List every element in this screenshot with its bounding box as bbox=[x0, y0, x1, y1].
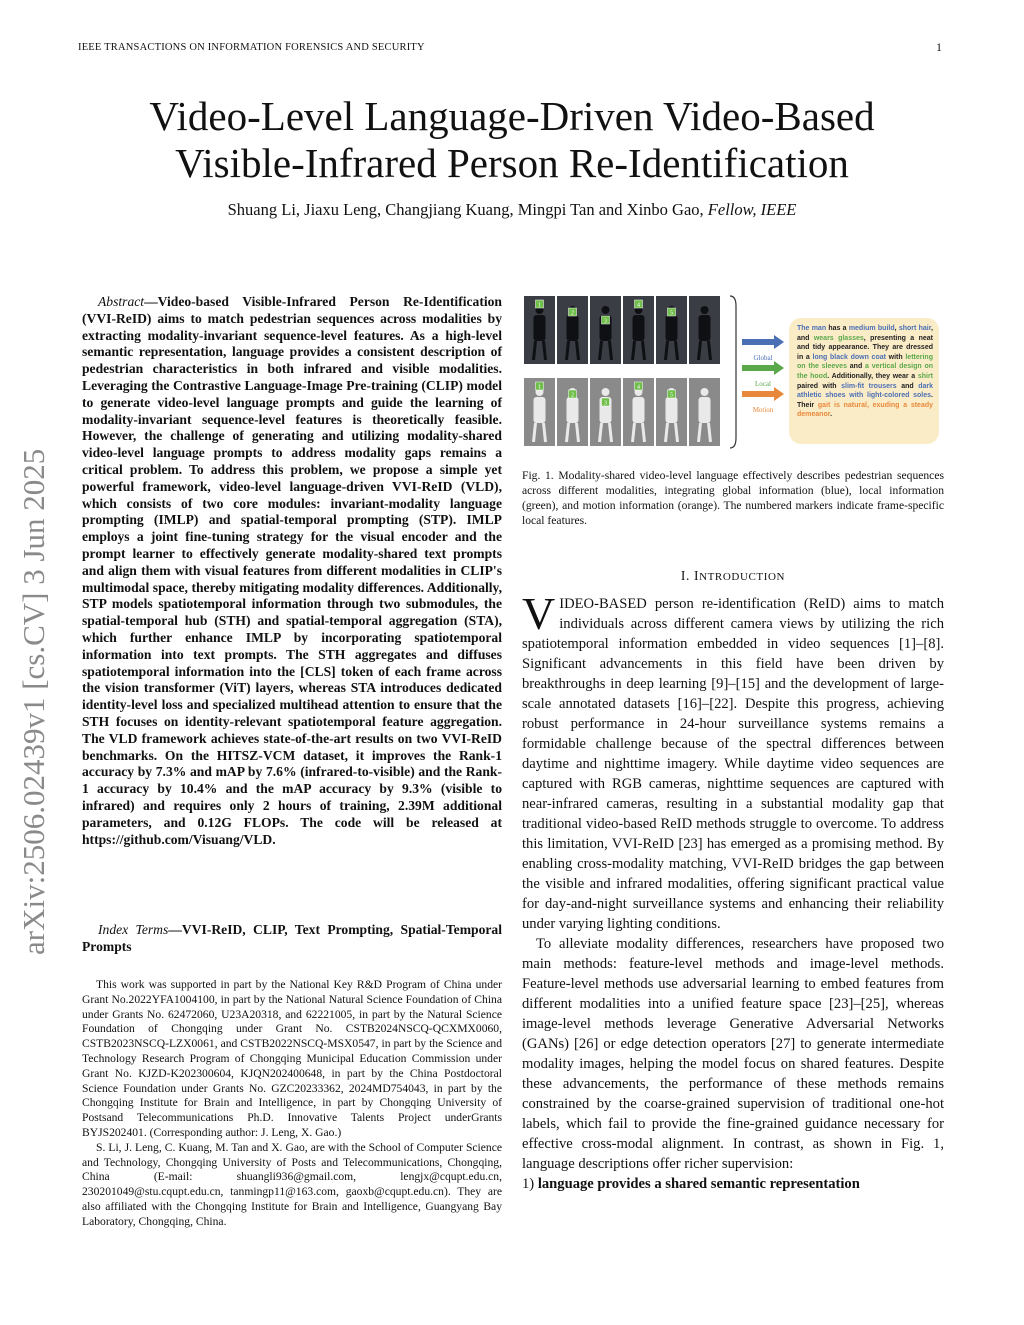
bracket bbox=[730, 296, 736, 448]
intro-p1-text: IDEO-BASED person re-identification (ReID) aims to match individuals across different camera views by utilizing the rich spatiotemporal information embedded in video sequences [1]–[8]. Significant advancements in this field have been driven by breakthroughs in deep learning [9]–[15] and the development of large-scale annotated datasets [16]–[22]. Despite this progress, achieving robust performance in 24-hour surveillance systems remains a formidable challenge because of the spectral differences between daytime and nighttime imagery. While daytime video sequences are captured with RGB cameras, nighttime sequences are captured with near-infrared cameras, resulting in a substantial modality gap that traditional video-based ReID methods struggle to overcome. To address this limitation, VVI-ReID [23] has emerged as a promising method. By enabling cross-modality matching, VVI-ReID bridges the gap between the visible and infrared modalities, offering significant practical value for day-and-night surveillance systems and enhancing their reliability under varying lighting conditions. bbox=[522, 596, 944, 932]
description-segment-global: medium build bbox=[848, 325, 895, 332]
description-segment-global: slim-fit trousers bbox=[841, 382, 897, 390]
figure-caption: Fig. 1. Modality-shared video-level language effectively describes pedestrian sequences across different modalities, integrating global information (blue), local information (green), and motion information (orange). The numbered markers indicate frame-specific local features. bbox=[522, 469, 944, 527]
title-line-2: Visible-Infrared Person Re-Identification bbox=[175, 140, 849, 186]
person-body bbox=[534, 397, 546, 423]
global-arrow-shape bbox=[742, 335, 784, 349]
person-head bbox=[701, 306, 709, 314]
description-segment-plain: . bbox=[830, 411, 833, 419]
visible-frames bbox=[524, 296, 720, 364]
description-segment-local: wears glasses bbox=[813, 334, 864, 342]
figure-1-graphic bbox=[522, 292, 944, 452]
motion-arrow-shape bbox=[742, 387, 784, 401]
person-head bbox=[602, 306, 610, 314]
infrared-frames bbox=[524, 378, 720, 446]
intro-paragraph-3 bbox=[522, 1174, 944, 1194]
local-marker-number: 1 bbox=[538, 302, 541, 309]
arxiv-stamp bbox=[8, 300, 58, 960]
global-label: Global bbox=[753, 354, 773, 362]
local-marker-number: 4 bbox=[637, 384, 640, 391]
local-marker-number: 3 bbox=[604, 318, 607, 325]
abstract bbox=[82, 294, 502, 848]
figure-1 bbox=[522, 292, 944, 452]
intro-p3-lead: 1) bbox=[522, 1176, 538, 1192]
description-segment-global: dark athletic shoes with light-colored soles bbox=[797, 382, 933, 400]
description-segment-plain: with bbox=[885, 353, 906, 361]
person-body bbox=[567, 315, 579, 341]
abstract-lead: Abstract bbox=[98, 294, 145, 309]
intro-body bbox=[522, 588, 944, 1194]
description-segment-plain: , presenting a neat and tidy appearance. They are dressed in a bbox=[797, 334, 933, 361]
title-line-1: Video-Level Language-Driven Video-Based bbox=[149, 93, 875, 139]
author-names: Shuang Li, Jiaxu Leng, Changjiang Kuang, Mingpi Tan and Xinbo Gao, bbox=[227, 200, 704, 219]
description-segment-global: The man bbox=[797, 325, 827, 332]
abstract-text: —Video-based Visible-Infrared Person Re-Identification (VVI-ReID) aims to match pedestrian sequences across modalities by extracting modality-invariant sequence-level features. As a high-level semantic representation, language provides a consistent description of pedestrian characteristics in both infrared and visible modalities. Leveraging the Contrastive Language-Image Pre-training (CLIP) model to generate video-level language prompts and guide the learning of modality-invariant sequence-level features is theoretically feasible. However, the challenge of generating and utilizing modality-shared video-level language prompts to address modality gaps remains a critical problem. To address this problem, we propose a simple yet powerful framework, video-level language-driven VVI-ReID (VLD), which consists of two core modules: invariant-modality language prompting (IMLP) and spatial-temporal prompting (STP). IMLP employs a joint fine-tuning strategy for the visual encoder and the prompt learner to effectively generate modality-shared text prompts and align them with visual features from different modalities in CLIP's multimodal space, thereby mitigating modality differences. Additionally, STP models spatiotemporal information through two submodules, the spatial-temporal hub (STH) and spatial-temporal aggregation (STA), which further enhance IMLP by incorporating spatiotemporal information into text prompts. The STH aggregates and diffuses spatiotemporal information into the [CLS] token of each frame across the vision transformer (ViT) layers, whereas STA introduces dedicated identity-level loss and specialized multihead attention to ensure that the STH focuses on identity-relevant spatiotemporal feature aggregation. The VLD framework achieves state-of-the-art results on two VVI-ReID benchmarks. On the HITSZ-VCM dataset, it improves the Rank-1 accuracy by 7.3% and mAP by 7.6% (infrared-to-visible) and the Rank-1 accuracy by 10.4% and the mAP accuracy by 9.3% (visible to infrared) and requires only 2 hours of training, 2.39M additional parameters, and 0.12G FLOPs. The code will be released at https://github.com/Visuang/VLD. bbox=[82, 294, 502, 847]
description-segment-local: a vertical design on the hood bbox=[797, 363, 933, 380]
person-head bbox=[602, 388, 610, 396]
intro-paragraph-1 bbox=[522, 588, 944, 934]
description-segment-plain: has a bbox=[826, 325, 849, 332]
local-marker-number: 5 bbox=[670, 392, 673, 399]
description-segment-plain: . Additionally, they wear a bbox=[827, 372, 918, 380]
arxiv-stamp-text: arXiv:2506.02439v1 [cs.CV] 3 Jun 2025 bbox=[16, 448, 51, 955]
person-body bbox=[699, 315, 711, 341]
running-header: IEEE TRANSACTIONS ON INFORMATION FORENSICS AND SECURITY bbox=[78, 42, 425, 53]
description-text bbox=[797, 324, 933, 420]
person-body bbox=[666, 315, 678, 341]
local-arrow-shape bbox=[742, 361, 784, 375]
local-marker-number: 5 bbox=[670, 310, 673, 317]
description-segment-plain: , bbox=[894, 325, 899, 332]
intro-paragraph-2: To alleviate modality differences, researchers have proposed two main methods: feature-level methods and image-level methods. Feature-level methods use adversarial learning to embed features from different modalities into a unified feature space [23]–[25], whereas image-level methods leverage Generative Adversarial Networks (GANs) [26] or edge detection operators [27] to generate intermediate modality images, helping the model focus on shared features. Despite these advancements, the performance of these methods remains constrained by the coarse-grained supervision of traditional one-hot labels, which fail to provide the fine-grained guidance necessary for effective cross-modal alignment. In contrast, as shown in Fig. 1, language descriptions offer richer supervision: bbox=[522, 936, 944, 1172]
person-body bbox=[567, 397, 579, 423]
local-arrow bbox=[742, 361, 784, 388]
person-body bbox=[633, 397, 645, 423]
description-segment-plain: and bbox=[846, 363, 866, 371]
description-segment-plain: , and bbox=[797, 325, 933, 342]
description-segment-global: long black down coat bbox=[812, 353, 886, 361]
intro-p3-bold: language provides a shared semantic representation bbox=[537, 1176, 860, 1192]
section-heading bbox=[522, 568, 944, 584]
local-marker-number: 4 bbox=[637, 302, 640, 309]
person-body bbox=[534, 315, 546, 341]
section-title-rest: NTRODUCTION bbox=[699, 571, 786, 583]
local-marker-number: 1 bbox=[538, 384, 541, 391]
person-head bbox=[701, 388, 709, 396]
footnote-funding: This work was supported in part by the National Key R&D Program of China under Grant No.2022YFA1004100, in part by the National Natural Science Foundation of China under Grants No. 62472060, U23A20318, and 62221005, in part by the Natural Science Foundation of Chongqing under Grant No. CSTB2024NSCQ-QCXMX0060, CSTB2023NSCQ-LZX0061, and CSTB2022NSCQ-MSX0547, in part by the Science and Technology Research Program of Chongqing Municipal Education Commission under Grant No. KJZD-K202300604, KJQN202400648, in part by the China Postdoctoral Science Foundation under Grants No. GZC20233362, 2024MD754043, in part by the Chongqing Institute for Brain and Intelligence, in part by Chongqing University of Postsand Telecommunications Ph.D. Innovative Talents Project underGrants BYJS202401. (Corresponding author: J. Leng, X. Gao.) bbox=[82, 978, 502, 1139]
author-fellow: Fellow, IEEE bbox=[707, 200, 797, 219]
description-segment-motion: gait is natural, exuding a steady demeanor bbox=[797, 401, 933, 419]
local-marker-number: 3 bbox=[604, 400, 607, 407]
section-numeral: I. bbox=[680, 568, 690, 583]
description-segment-plain: . Their bbox=[797, 392, 933, 409]
person-body bbox=[666, 397, 678, 423]
index-terms bbox=[82, 922, 502, 956]
local-label: Local bbox=[755, 380, 771, 388]
page-number: 1 bbox=[936, 40, 942, 54]
person-body bbox=[633, 315, 645, 341]
author-list bbox=[60, 200, 964, 220]
description-segment-global: short hair bbox=[898, 325, 932, 332]
motion-label: Motion bbox=[752, 406, 774, 414]
global-arrow bbox=[742, 335, 784, 362]
description-segment-plain: and bbox=[896, 382, 919, 390]
paper-title bbox=[60, 93, 964, 187]
dropcap: V bbox=[522, 588, 556, 639]
description-segment-local: lettering on the sleeves bbox=[797, 353, 933, 371]
index-terms-lead: Index Terms bbox=[98, 922, 169, 937]
section-title-first: I bbox=[693, 568, 700, 583]
local-marker-number: 2 bbox=[571, 392, 574, 399]
footnote-affiliation: S. Li, J. Leng, C. Kuang, M. Tan and X. Gao, are with the School of Computer Science and Technology, Chongqing University of Posts and Telecommunications, Chongqing, China (E-mail: shuangli936@gmail.com, lengjx@cqupt.edu.cn, 230201049@stu.cqupt.edu.cn, tanmingp11@163.com, gaoxb@cqupt.edu.cn). They are also affiliated with the Chongqing Institute for Brain and Intelligence, Guangyang Bay Laboratory, Chongqing, China. bbox=[82, 1140, 502, 1228]
person-body bbox=[699, 397, 711, 423]
motion-arrow bbox=[742, 387, 784, 414]
description-segment-local: shirt bbox=[917, 372, 933, 380]
index-terms-text: —VVI-ReID, CLIP, Text Prompting, Spatial-Temporal Prompts bbox=[82, 922, 502, 954]
footnote bbox=[82, 978, 502, 1230]
local-marker-number: 2 bbox=[571, 310, 574, 317]
description-segment-plain: paired with bbox=[797, 382, 842, 390]
